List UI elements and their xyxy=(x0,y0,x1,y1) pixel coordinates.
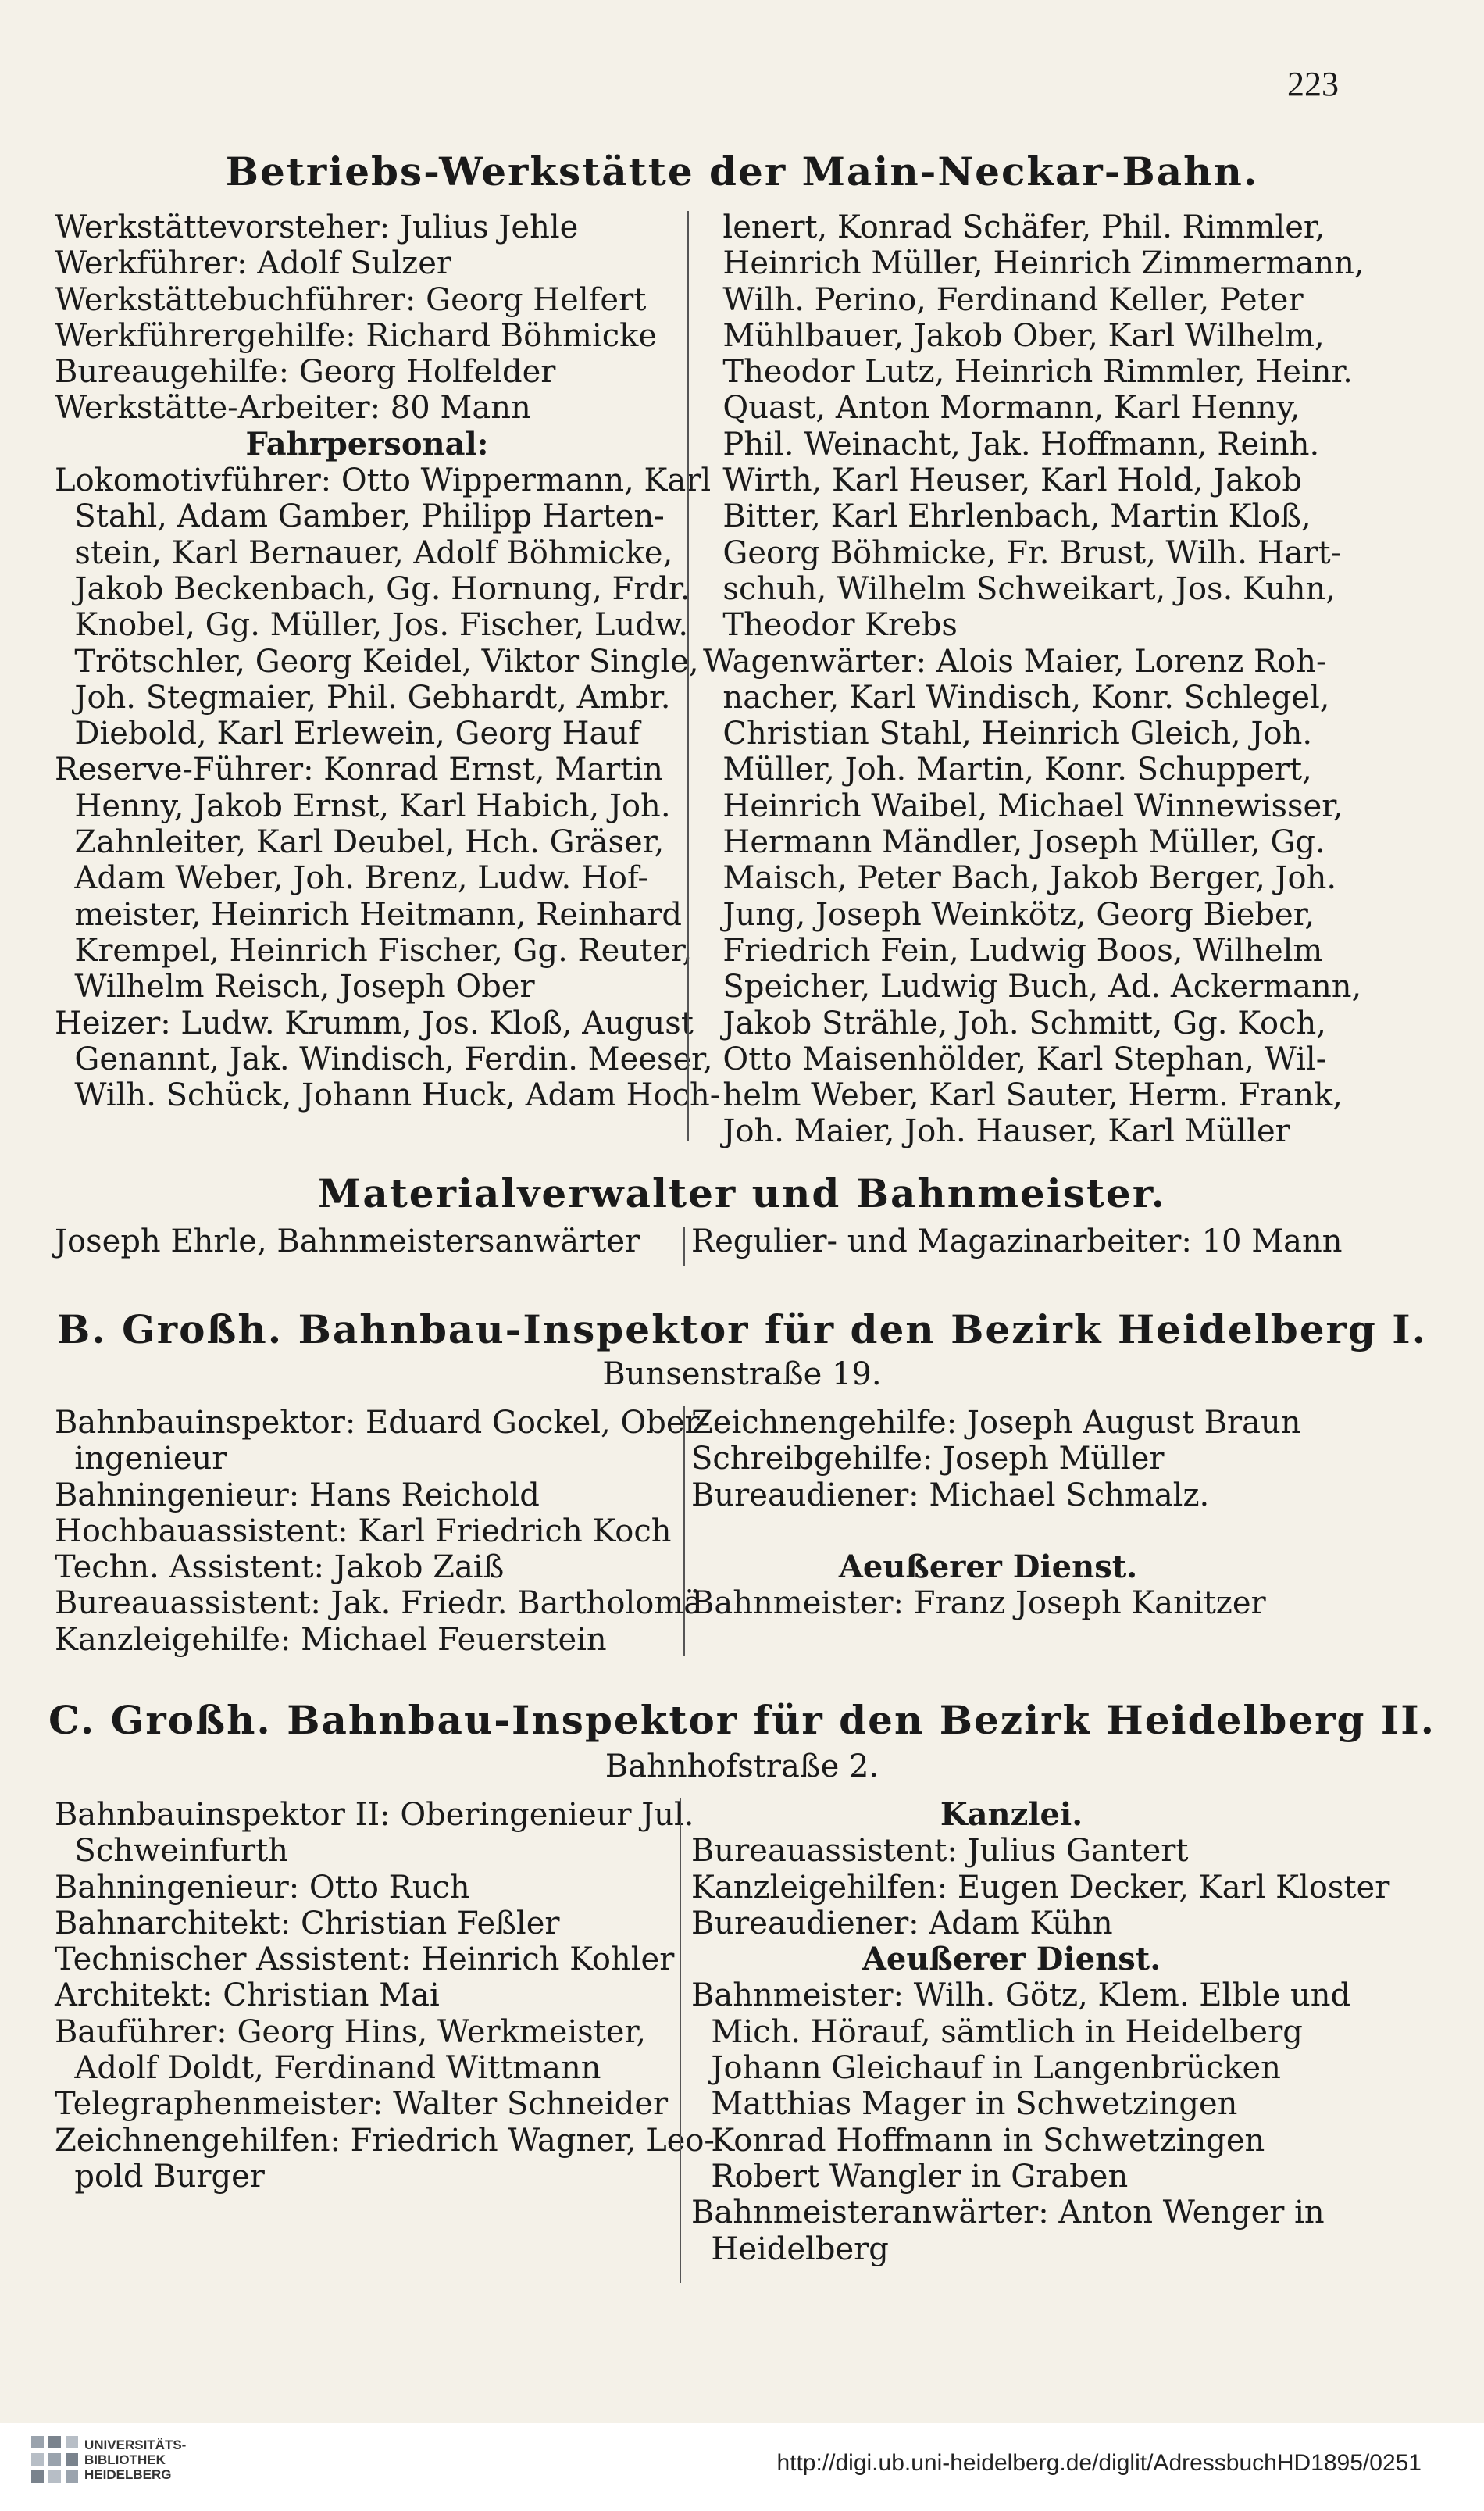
text-line: Bahningenieur: Hans Reichold xyxy=(55,1477,540,1513)
text-line: ingenieur xyxy=(55,1441,227,1477)
text-line: Jakob Beckenbach, Gg. Hornung, Frdr. xyxy=(55,570,690,607)
text-line: Krempel, Heinrich Fischer, Gg. Reuter, xyxy=(55,932,693,969)
text-line: lenert, Konrad Schäfer, Phil. Rimmler, xyxy=(703,209,1325,245)
text-line: Bureaudiener: Michael Schmalz. xyxy=(691,1477,1210,1513)
text-line: Maisch, Peter Bach, Jakob Berger, Joh. xyxy=(703,860,1337,897)
column-divider xyxy=(680,1798,681,2283)
text-line: Werkstättebuchführer: Georg Helfert xyxy=(55,281,647,318)
text-line: Phil. Weinacht, Jak. Hoffmann, Reinh. xyxy=(703,426,1320,463)
text-line: pold Burger xyxy=(55,2158,265,2195)
text-line: Bureaugehilfe: Georg Holfelder xyxy=(55,354,556,391)
text-line: Wirth, Karl Heuser, Karl Hold, Jakob xyxy=(703,463,1303,499)
text-line: Aeußerer Dienst. xyxy=(862,1941,1161,1978)
text-line: Otto Maisenhölder, Karl Stephan, Wil- xyxy=(703,1041,1327,1077)
text-line: Bahningenieur: Otto Ruch xyxy=(55,1869,470,1906)
text-line: Aeußerer Dienst. xyxy=(838,1548,1138,1586)
text-line: Bauführer: Georg Hins, Werkmeister, xyxy=(55,2013,646,2050)
text-line: Diebold, Karl Erlewein, Georg Hauf xyxy=(55,716,640,752)
text-line: Werkführergehilfe: Richard Böhmicke xyxy=(55,317,658,354)
text-line: Zeichnengehilfen: Friedrich Wagner, Leo- xyxy=(55,2122,715,2159)
text-line: Bahnmeister: Wilh. Götz, Klem. Elble und xyxy=(691,1977,1351,2014)
text-line: Christian Stahl, Heinrich Gleich, Joh. xyxy=(703,716,1313,752)
column-divider xyxy=(683,1227,685,1266)
page-number: 223 xyxy=(1287,65,1339,103)
text-line: schuh, Wilhelm Schweikart, Jos. Kuhn, xyxy=(703,570,1336,607)
material-left-entry: Joseph Ehrle, Bahnmeistersanwärter xyxy=(55,1223,640,1259)
text-line: Reserve-Führer: Konrad Ernst, Martin xyxy=(55,752,663,788)
address-inspektion-1: Bunsenstraße 19. xyxy=(602,1356,882,1392)
text-line: Kanzlei. xyxy=(940,1796,1083,1833)
inspektion-2-right-column xyxy=(691,1796,1390,2267)
text-line: Technischer Assistent: Heinrich Kohler xyxy=(55,1941,675,1978)
material-right-entry: Regulier- und Magazinarbeiter: 10 Mann xyxy=(691,1223,1343,1259)
text-line: Bahnarchitekt: Christian Feßler xyxy=(55,1905,560,1941)
text-line: Jung, Joseph Weinkötz, Georg Bieber, xyxy=(703,896,1315,933)
address-inspektion-2: Bahnhofstraße 2. xyxy=(605,1748,879,1784)
text-line: Zahnleiter, Karl Deubel, Hch. Gräser, xyxy=(55,824,665,861)
text-line: Joh. Maier, Joh. Hauser, Karl Müller xyxy=(703,1113,1290,1150)
text-line: Wagenwärter: Alois Maier, Lorenz Roh- xyxy=(703,643,1327,680)
text-line: Theodor Krebs xyxy=(703,607,958,644)
text-line: Bahnbauinspektor: Eduard Gockel, Ober- xyxy=(55,1405,711,1441)
text-line: Konrad Hoffmann in Schwetzingen xyxy=(691,2122,1265,2159)
section-title-inspektion-1: B. Großh. Bahnbau-Inspektor für den Bezirk Heidelberg I. xyxy=(56,1306,1428,1352)
text-line: Hermann Mändler, Joseph Müller, Gg. xyxy=(703,824,1325,861)
text-line: Adam Weber, Joh. Brenz, Ludw. Hof- xyxy=(55,860,648,897)
text-line: nacher, Karl Windisch, Konr. Schlegel, xyxy=(703,679,1330,716)
text-line: helm Weber, Karl Sauter, Herm. Frank, xyxy=(703,1077,1343,1114)
logo-line: UNIVERSITÄTS- xyxy=(84,2438,187,2452)
text-line xyxy=(691,1513,1285,1549)
logo-line: HEIDELBERG xyxy=(84,2467,172,2482)
text-line: Bahnbauinspektor II: Oberingenieur Jul. xyxy=(55,1797,694,1833)
text-line: Theodor Lutz, Heinrich Rimmler, Heinr. xyxy=(703,354,1353,391)
text-line: Stahl, Adam Gamber, Philipp Harten- xyxy=(55,498,665,535)
text-line: Jakob Strähle, Joh. Schmitt, Gg. Koch, xyxy=(703,1005,1326,1041)
text-line: stein, Karl Bernauer, Adolf Böhmicke, xyxy=(55,534,673,571)
column-divider xyxy=(687,211,689,1141)
inspektion-1-right-column xyxy=(691,1405,1301,1622)
text-line: Friedrich Fein, Ludwig Boos, Wilhelm xyxy=(703,932,1323,969)
text-line: Telegraphenmeister: Walter Schneider xyxy=(55,2086,669,2123)
text-line: Quast, Anton Mormann, Karl Henny, xyxy=(703,390,1300,427)
text-line: Joh. Stegmaier, Phil. Gebhardt, Ambr. xyxy=(55,679,671,716)
text-line: Fahrpersonal: xyxy=(245,425,489,463)
section-title-inspektion-2: C. Großh. Bahnbau-Inspektor für den Bezirk Heidelberg II. xyxy=(48,1697,1436,1743)
text-line: Zeichnengehilfe: Joseph August Braun xyxy=(691,1405,1301,1441)
text-line: Hochbauassistent: Karl Friedrich Koch xyxy=(55,1513,672,1549)
text-line: Werkstätte-Arbeiter: 80 Mann xyxy=(55,390,531,427)
text-line: Adolf Doldt, Ferdinand Wittmann xyxy=(55,2050,601,2087)
library-logo-icon xyxy=(31,2436,78,2483)
text-line: Werkführer: Adolf Sulzer xyxy=(55,245,452,282)
text-line: Trötschler, Georg Keidel, Viktor Single, xyxy=(55,643,699,680)
text-line: Lokomotivführer: Otto Wippermann, Karl xyxy=(55,463,712,499)
inspektion-1-left-column xyxy=(55,1405,711,1658)
text-line: Wilh. Schück, Johann Huck, Adam Hoch- xyxy=(55,1077,721,1114)
text-line: Matthias Mager in Schwetzingen xyxy=(691,2086,1238,2123)
text-line: Müller, Joh. Martin, Konr. Schuppert, xyxy=(703,752,1312,788)
column-divider xyxy=(683,1406,685,1656)
text-line: Bureauassistent: Jak. Friedr. Bartholomä xyxy=(55,1585,703,1622)
text-line: Mühlbauer, Jakob Ober, Karl Wilhelm, xyxy=(703,317,1325,354)
section-title-werkstaette: Betriebs-Werkstätte der Main-Neckar-Bahn. xyxy=(225,148,1259,195)
text-line: Robert Wangler in Graben xyxy=(691,2158,1129,2195)
inspektion-2-left-column xyxy=(55,1797,715,2195)
library-logo-text xyxy=(84,2438,186,2482)
werkstaette-right-column xyxy=(703,209,1364,1150)
text-line: Knobel, Gg. Müller, Jos. Fischer, Ludw. xyxy=(55,607,689,644)
text-line: Georg Böhmicke, Fr. Brust, Wilh. Hart- xyxy=(703,534,1342,571)
text-line: Bahnmeisteranwärter: Anton Wenger in xyxy=(691,2195,1325,2231)
text-line: Wilh. Perino, Ferdinand Keller, Peter xyxy=(703,281,1304,318)
source-url-link[interactable]: http://digi.ub.uni-heidelberg.de/diglit/AdressbuchHD1895/0251 xyxy=(776,2450,1422,2476)
text-line: Heinrich Müller, Heinrich Zimmermann, xyxy=(703,245,1364,282)
text-line: Schweinfurth xyxy=(55,1833,288,1870)
text-line: Techn. Assistent: Jakob Zaiß xyxy=(55,1549,505,1586)
text-line: Bahnmeister: Franz Joseph Kanitzer xyxy=(691,1585,1266,1622)
text-line: Heinrich Waibel, Michael Winnewisser, xyxy=(703,788,1343,824)
text-line: Mich. Hörauf, sämtlich in Heidelberg xyxy=(691,2013,1303,2050)
text-line: Henny, Jakob Ernst, Karl Habich, Joh. xyxy=(55,788,671,824)
text-line: Wilhelm Reisch, Joseph Ober xyxy=(55,969,535,1005)
text-line: Speicher, Ludwig Buch, Ad. Ackermann, xyxy=(703,969,1362,1005)
text-line: Heidelberg xyxy=(691,2231,889,2267)
logo-line: BIBLIOTHEK xyxy=(84,2452,166,2467)
text-line: Schreibgehilfe: Joseph Müller xyxy=(691,1441,1165,1477)
text-line: Kanzleigehilfe: Michael Feuerstein xyxy=(55,1621,607,1658)
text-line: Genannt, Jak. Windisch, Ferdin. Meeser, xyxy=(55,1041,713,1077)
text-line: Bureaudiener: Adam Kühn xyxy=(691,1905,1113,1941)
section-title-material: Materialverwalter und Bahnmeister. xyxy=(317,1170,1167,1216)
text-line: Bitter, Karl Ehrlenbach, Martin Kloß, xyxy=(703,498,1311,535)
werkstaette-left-column xyxy=(55,209,721,1114)
text-line: meister, Heinrich Heitmann, Reinhard xyxy=(55,896,682,933)
text-line: Bureauassistent: Julius Gantert xyxy=(691,1833,1189,1870)
text-line: Heizer: Ludw. Krumm, Jos. Kloß, August xyxy=(55,1005,694,1041)
text-line: Johann Gleichauf in Langenbrücken xyxy=(691,2050,1281,2087)
text-line: Werkstättevorsteher: Julius Jehle xyxy=(55,209,579,245)
text-line: Architekt: Christian Mai xyxy=(55,1977,440,2014)
text-line: Kanzleigehilfen: Eugen Decker, Karl Kloster xyxy=(691,1869,1390,1906)
